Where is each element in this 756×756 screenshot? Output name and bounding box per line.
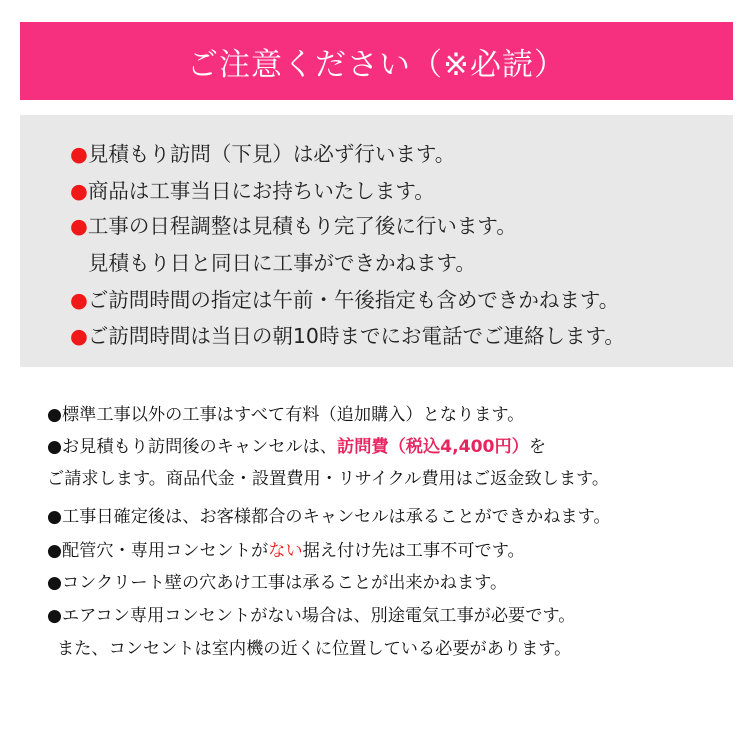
- notice-item-continuation: [88, 246, 476, 276]
- term-line: ●工事日確定後は、お客様都合のキャンセルは承ることができかねます。: [47, 507, 611, 527]
- notice-text: 見積もり日と同日に工事ができかねます。: [88, 251, 476, 275]
- visit-fee-highlight: 訪問費（税込4,400円）: [337, 437, 529, 457]
- term-text: 据え付け先は工事不可です。: [302, 541, 525, 561]
- term-line: ご請求します。商品代金・設置費用・リサイクル費用はご返金致します。: [47, 469, 610, 489]
- term-line-cancellation: [47, 432, 546, 457]
- term-line-continuation: また、コンセントは室内機の近くに位置している必要があります。: [57, 639, 572, 659]
- bullet-icon: ●: [70, 214, 88, 238]
- term-text: ●お見積もり訪問後のキャンセルは、: [47, 437, 337, 457]
- term-line-outlet: [47, 536, 525, 561]
- bullet-icon: ●: [70, 142, 88, 166]
- notice-text: ご訪問時間は当日の朝10時までにお電話でご連絡します。: [87, 324, 625, 348]
- bullet-icon: ●: [70, 324, 88, 348]
- notice-item: [70, 174, 435, 204]
- nai-highlight: ない: [268, 541, 303, 561]
- term-text: ●配管穴・専用コンセントが: [47, 541, 269, 561]
- bullet-icon: ●: [70, 288, 88, 312]
- term-text: を: [528, 437, 547, 457]
- notice-box: [20, 115, 733, 367]
- term-line: ●標準工事以外の工事はすべて有料（追加購入）となります。: [47, 405, 525, 425]
- bullet-icon: ●: [70, 179, 88, 203]
- notice-text: 見積もり訪問（下見）は必ず行います。: [87, 142, 456, 166]
- title-banner: [20, 22, 733, 100]
- notice-item: [70, 319, 625, 349]
- notice-item: [70, 283, 619, 313]
- notice-text: 工事の日程調整は見積もり完了後に行います。: [87, 214, 517, 238]
- notice-text: ご訪問時間の指定は午前・午後指定も含めできかねます。: [87, 288, 620, 312]
- notice-item: [70, 209, 517, 239]
- term-line: ●コンクリート壁の穴あけ工事は承ることが出来かねます。: [47, 573, 508, 593]
- notice-text: 商品は工事当日にお持ちいたします。: [87, 179, 435, 203]
- banner-title: ご注意ください（※必読）: [187, 46, 566, 83]
- term-line: ●エアコン専用コンセントがない場合は、別途電気工事が必要です。: [47, 606, 576, 626]
- notice-item: [70, 137, 455, 167]
